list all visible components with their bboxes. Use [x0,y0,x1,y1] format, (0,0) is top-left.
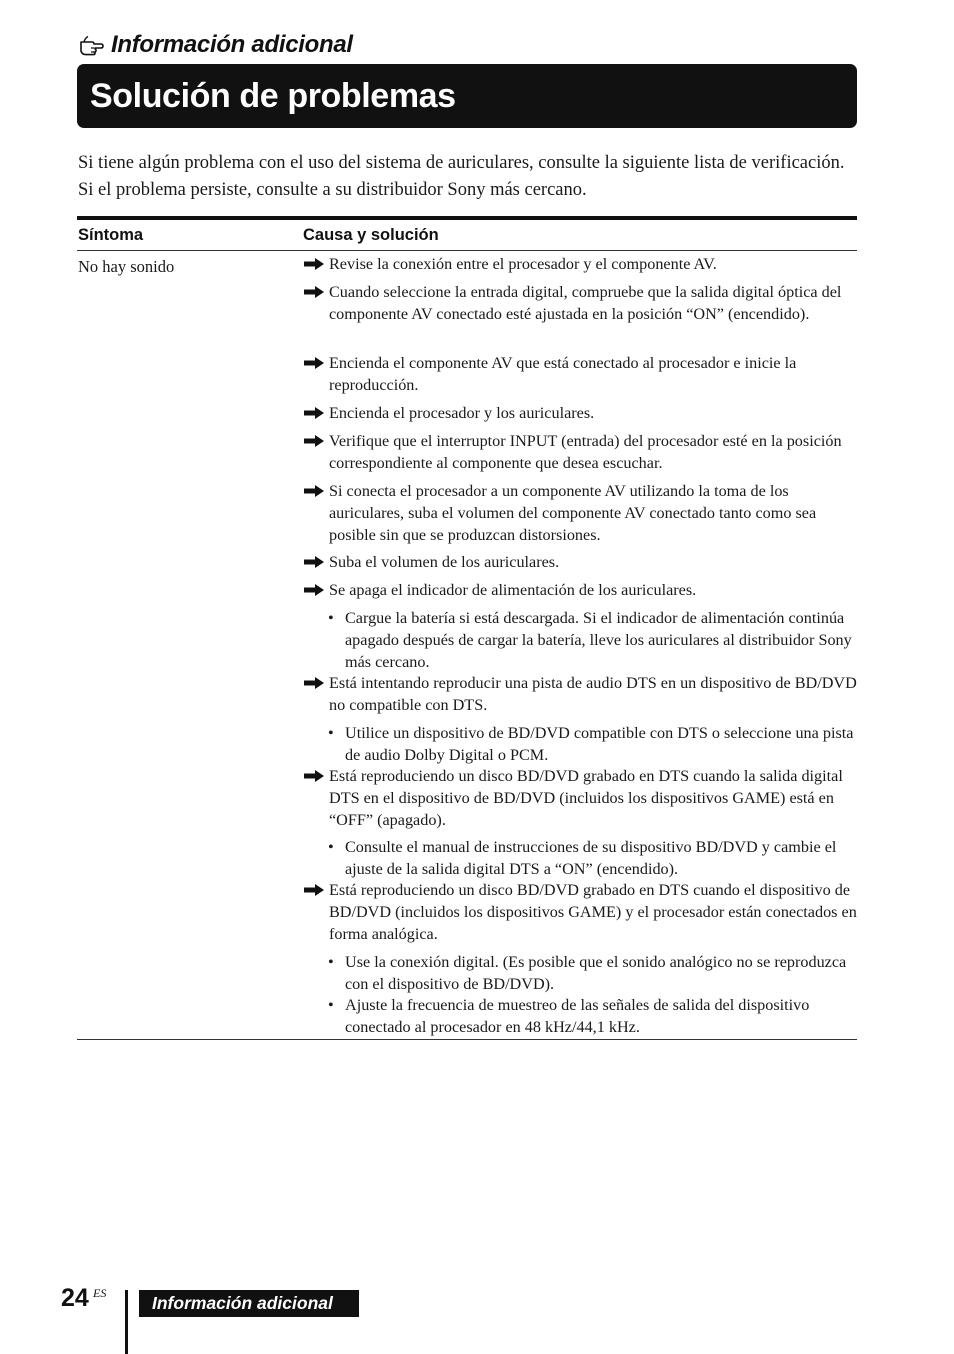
bullet-text: Cargue la batería si está descargada. Si el indicador de alimentación continúa apagado después de cargar la batería, lleve los auriculares al distribuidor Sony más cercano. [345,609,852,671]
right-arrow-icon [303,769,325,783]
bullet-marker: • [328,953,334,971]
cause-item [303,431,859,475]
cause-item [303,353,859,397]
column-header-cause: Causa y solución [303,226,439,244]
cause-text: Está intentando reproducir una pista de audio DTS en un dispositivo de BD/DVD no compatible con DTS. [329,674,857,714]
column-header-symptom: Síntoma [78,226,144,244]
cause-text: Suba el volumen de los auriculares. [329,553,560,571]
bullet-text: Utilice un dispositivo de BD/DVD compatible con DTS o seleccione una pista de audio Dolby Digital o PCM. [345,724,854,764]
right-arrow-icon [303,285,325,299]
table-bottom-rule [77,1039,857,1040]
cause-item [303,580,859,602]
cause-text: Encienda el procesador y los auriculares. [329,404,595,422]
cause-text: Está reproduciendo un disco BD/DVD grabado en DTS cuando la salida digital DTS en el dispositivo de BD/DVD (incluidos los dispositivos GAME) está en “OFF” (apagado). [329,767,843,829]
bullet-marker: • [328,838,334,856]
cause-text: Verifique que el interruptor INPUT (entrada) del procesador esté en la posición correspondiente al componente que desea escuchar. [329,432,842,472]
page-number: 24 [61,1284,89,1312]
pointing-hand-icon [79,34,105,56]
bullet-marker: • [328,996,334,1014]
cause-item [303,880,859,945]
cause-item [303,766,859,831]
right-arrow-icon [303,583,325,597]
right-arrow-icon [303,406,325,420]
bullet-text: Ajuste la frecuencia de muestreo de las señales de salida del dispositivo conectado al procesador en 48 kHz/44,1 kHz. [345,996,810,1036]
cause-item [303,403,859,425]
cause-text: Se apaga el indicador de alimentación de los auriculares. [329,581,697,599]
right-arrow-icon [303,883,325,897]
right-arrow-icon [303,356,325,370]
table-header-rule [77,250,857,251]
cause-item [303,673,859,717]
right-arrow-icon [303,257,325,271]
solution-bullet [328,608,859,673]
cause-item [303,552,859,574]
right-arrow-icon [303,555,325,569]
title-bar [77,64,857,128]
right-arrow-icon [303,434,325,448]
footer-section-text: Información adicional [152,1293,333,1313]
solution-bullet [328,837,859,881]
cause-text: Cuando seleccione la entrada digital, compruebe que la salida digital óptica del componente AV conectado esté ajustada en la posición “ON” (encendido). [329,283,842,323]
page-language-suffix: ES [93,1286,107,1300]
cause-item [303,481,859,546]
right-arrow-icon [303,484,325,498]
solution-bullet [328,952,859,996]
cause-item [303,254,859,276]
footer-section-label [139,1290,359,1317]
bullet-marker: • [328,724,334,742]
footer-divider [125,1290,128,1354]
cause-item [303,282,859,326]
cause-text: Está reproduciendo un disco BD/DVD grabado en DTS cuando el dispositivo de BD/DVD (incluidos los dispositivos GAME) y el procesador están conectados en forma analógica. [329,881,857,943]
cause-text: Revise la conexión entre el procesador y el componente AV. [329,255,717,273]
right-arrow-icon [303,676,325,690]
section-title: Información adicional [111,31,353,58]
bullet-text: Use la conexión digital. (Es posible que el sonido analógico no se reproduzca con el dispositivo de BD/DVD). [345,953,847,993]
cause-text: Si conecta el procesador a un componente AV utilizando la toma de los auriculares, suba el volumen del componente AV conectado tanto como sea posible sin que se produzcan distorsiones. [329,482,817,544]
table-top-rule [77,216,857,220]
solution-bullet [328,723,859,767]
intro-paragraph: Si tiene algún problema con el uso del sistema de auriculares, consulte la siguiente lista de verificación. Si el problema persiste, consulte a su distribuidor Sony más cercano. [78,153,845,200]
bullet-marker: • [328,609,334,627]
section-header [79,28,353,62]
symptom-cell: No hay sonido [78,257,175,276]
solution-bullet [328,995,859,1039]
page-title: Solución de problemas [90,76,456,115]
bullet-text: Consulte el manual de instrucciones de su dispositivo BD/DVD y cambie el ajuste de la salida digital DTS a “ON” (encendido). [345,838,837,878]
cause-text: Encienda el componente AV que está conectado al procesador e inicie la reproducción. [329,354,797,394]
